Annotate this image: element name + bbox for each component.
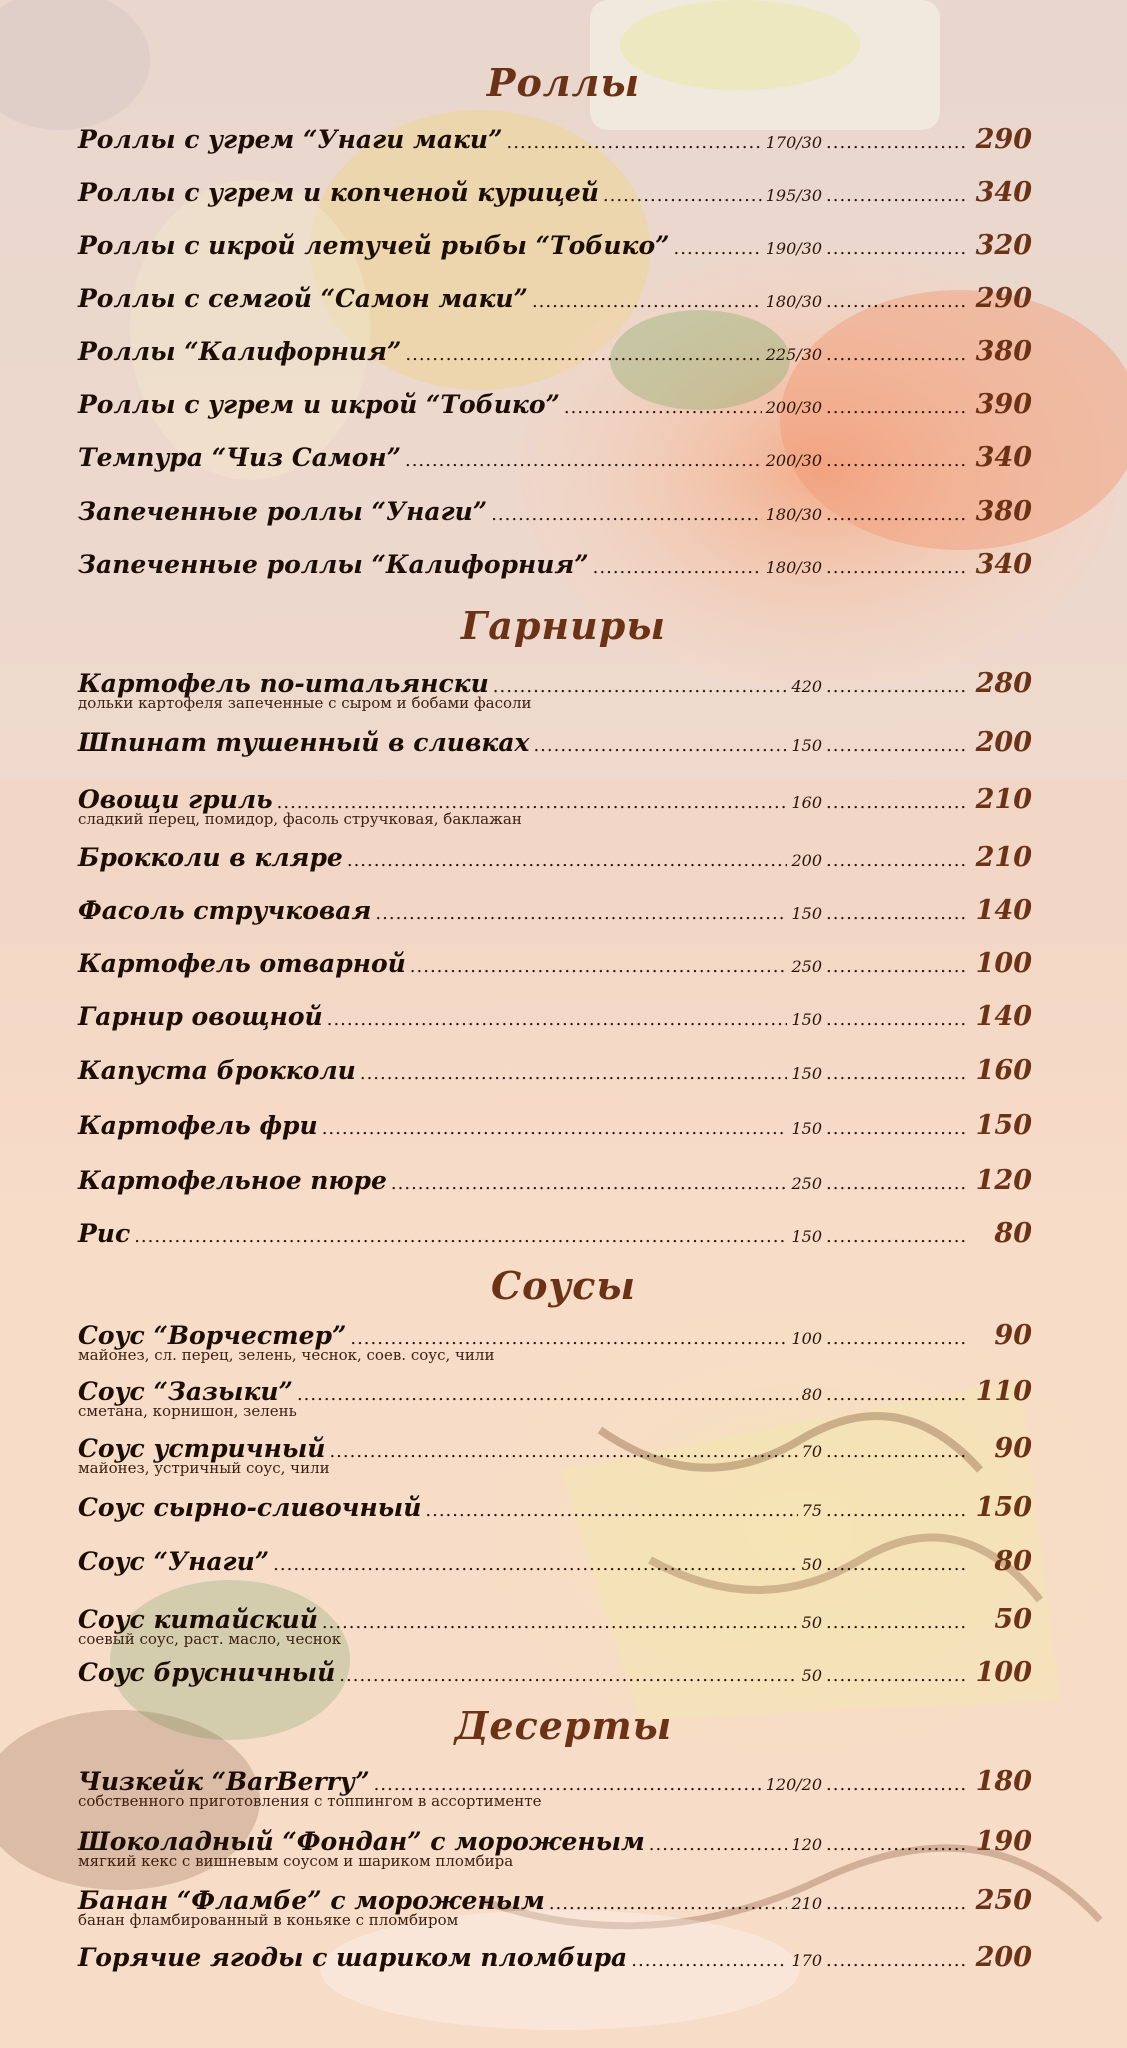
item-weight: 120 — [791, 1835, 822, 1854]
menu-item-row — [78, 948, 1032, 979]
dot-leader — [405, 450, 762, 471]
item-price: 340 — [975, 177, 1032, 208]
menu-item-row — [78, 177, 1032, 208]
item-name: Роллы с семгой “Самон маки” — [78, 284, 528, 313]
menu-item — [78, 784, 1032, 827]
item-description: майонез, устричный соус, чили — [78, 1459, 330, 1477]
item-price: 120 — [975, 1165, 1032, 1196]
item-price: 140 — [975, 895, 1032, 926]
dot-leader — [826, 450, 966, 471]
item-weight: 160 — [791, 793, 822, 812]
dot-leader — [329, 1441, 797, 1462]
item-price: 210 — [975, 842, 1032, 873]
item-name: Соус сырно-сливочный — [78, 1493, 422, 1522]
menu-item-row — [78, 336, 1032, 367]
dot-leader — [564, 397, 762, 418]
menu-item — [78, 1492, 1032, 1523]
menu-item-row — [78, 842, 1032, 873]
item-weight: 200 — [791, 851, 822, 870]
item-weight: 190/30 — [765, 239, 822, 258]
menu-item — [78, 442, 1032, 473]
item-weight: 150 — [791, 904, 822, 923]
item-price: 190 — [975, 1826, 1032, 1857]
menu-item — [78, 1055, 1032, 1086]
item-weight: 180/30 — [765, 505, 822, 524]
item-weight: 250 — [791, 1174, 822, 1193]
item-name: Роллы “Калифорния” — [78, 337, 402, 366]
item-weight: 180/30 — [765, 558, 822, 577]
dot-leader — [826, 1893, 966, 1914]
item-price: 250 — [975, 1885, 1032, 1916]
item-price: 90 — [994, 1320, 1032, 1351]
item-name: Соус устричный — [78, 1434, 326, 1463]
item-weight: 200/30 — [765, 398, 822, 417]
menu-item — [78, 1826, 1032, 1869]
menu-item — [78, 1110, 1032, 1141]
item-weight: 195/30 — [765, 186, 822, 205]
item-weight: 50 — [801, 1613, 822, 1632]
dot-leader — [826, 504, 966, 525]
menu-item — [78, 230, 1032, 261]
item-name: Картофельное пюре — [78, 1166, 387, 1195]
menu-item — [78, 1218, 1032, 1249]
item-weight: 200/30 — [765, 451, 822, 470]
menu-item-row — [78, 1657, 1032, 1688]
dot-leader — [826, 676, 966, 697]
menu-item — [78, 1604, 1032, 1647]
item-name: Темпура “Чиз Самон” — [78, 443, 401, 472]
menu-item-row — [78, 727, 1032, 758]
dot-leader — [273, 1554, 797, 1575]
item-price: 150 — [975, 1492, 1032, 1523]
dot-leader — [410, 956, 788, 977]
item-price: 80 — [994, 1218, 1032, 1249]
item-name: Овощи гриль — [78, 785, 273, 814]
dot-leader — [631, 1950, 787, 1971]
menu-item — [78, 1320, 1032, 1363]
menu-item-row — [78, 230, 1032, 261]
item-name: Гарнир овощной — [78, 1002, 323, 1031]
menu-item — [78, 177, 1032, 208]
dot-leader — [327, 1009, 788, 1030]
menu-item — [78, 1657, 1032, 1688]
item-price: 150 — [975, 1110, 1032, 1141]
dot-leader — [826, 956, 966, 977]
item-weight: 150 — [791, 1010, 822, 1029]
item-price: 210 — [975, 784, 1032, 815]
item-price: 200 — [975, 1942, 1032, 1973]
dot-leader — [826, 1500, 966, 1521]
item-price: 340 — [975, 442, 1032, 473]
menu-item — [78, 1001, 1032, 1032]
item-price: 280 — [975, 668, 1032, 699]
menu-item — [78, 1433, 1032, 1476]
item-name: Запеченные роллы “Калифорния” — [78, 550, 589, 579]
item-description: майонез, сл. перец, зелень, чеснок, соев. соус, чили — [78, 1346, 495, 1364]
dot-leader — [826, 397, 966, 418]
menu-item — [78, 283, 1032, 314]
dot-leader — [826, 185, 966, 206]
menu-item — [78, 549, 1032, 580]
item-name: Картофель по-итальянски — [78, 669, 489, 698]
menu-item — [78, 948, 1032, 979]
dot-leader — [826, 903, 966, 924]
menu-item-row — [78, 549, 1032, 580]
dot-leader — [425, 1500, 797, 1521]
dot-leader — [491, 504, 762, 525]
dot-leader — [826, 1834, 966, 1855]
dot-leader — [603, 185, 762, 206]
dot-leader — [826, 792, 966, 813]
dot-leader — [826, 1774, 966, 1795]
item-price: 100 — [975, 1657, 1032, 1688]
item-description: мягкий кекс с вишневым соусом и шариком пломбира — [78, 1852, 514, 1870]
dot-leader — [532, 291, 762, 312]
menu-item-row — [78, 895, 1032, 926]
menu-item — [78, 496, 1032, 527]
item-weight: 100 — [791, 1329, 822, 1348]
dot-leader — [826, 132, 966, 153]
dot-leader — [826, 850, 966, 871]
dot-leader — [347, 850, 788, 871]
item-name: Соус “Унаги” — [78, 1547, 270, 1576]
menu-item — [78, 336, 1032, 367]
menu-item-row — [78, 1546, 1032, 1577]
menu-item-row — [78, 1001, 1032, 1032]
dot-leader — [826, 1441, 966, 1462]
dot-leader — [507, 132, 762, 153]
menu-item — [78, 1546, 1032, 1577]
item-price: 200 — [975, 727, 1032, 758]
menu-item — [78, 1165, 1032, 1196]
item-name: Роллы с угрем и икрой “Тобико” — [78, 390, 560, 419]
dot-leader — [826, 1063, 966, 1084]
dot-leader — [593, 557, 762, 578]
menu-item — [78, 895, 1032, 926]
item-weight: 210 — [791, 1894, 822, 1913]
menu-item-row — [78, 1110, 1032, 1141]
menu-item — [78, 389, 1032, 420]
item-name: Соус китайский — [78, 1605, 318, 1634]
item-name: Чизкейк “BarBerry” — [78, 1767, 370, 1796]
menu-item — [78, 727, 1032, 758]
menu-item — [78, 1942, 1032, 1973]
item-price: 90 — [994, 1433, 1032, 1464]
item-name: Брокколи в кляре — [78, 843, 343, 872]
item-name: Картофель отварной — [78, 949, 406, 978]
item-price: 290 — [975, 283, 1032, 314]
menu-item-row — [78, 283, 1032, 314]
item-name: Шоколадный “Фондан” с мороженым — [78, 1827, 645, 1856]
dot-leader — [360, 1063, 788, 1084]
dot-leader — [826, 1328, 966, 1349]
dot-leader — [826, 238, 966, 259]
section-title: Десерты — [454, 1703, 673, 1748]
item-name: Банан “Фламбе” с мороженым — [78, 1886, 545, 1915]
dot-leader — [826, 735, 966, 756]
menu-item — [78, 1766, 1032, 1809]
dot-leader — [826, 557, 966, 578]
item-weight: 150 — [791, 1227, 822, 1246]
item-weight: 225/30 — [765, 345, 822, 364]
item-price: 140 — [975, 1001, 1032, 1032]
item-weight: 80 — [801, 1385, 822, 1404]
item-description: сметана, корнишон, зелень — [78, 1402, 297, 1420]
item-weight: 75 — [801, 1501, 822, 1520]
item-name: Соус “Зазыки” — [78, 1377, 293, 1406]
menu-item — [78, 1885, 1032, 1928]
item-name: Роллы с угрем и копченой курицей — [78, 178, 599, 207]
dot-leader — [674, 238, 762, 259]
dot-leader — [826, 1384, 966, 1405]
item-weight: 420 — [791, 677, 822, 696]
dot-leader — [533, 735, 787, 756]
menu-item-row — [78, 1055, 1032, 1086]
item-name: Роллы с угрем “Унаги маки” — [78, 125, 503, 154]
item-name: Запеченные роллы “Унаги” — [78, 497, 488, 526]
menu-item-row — [78, 389, 1032, 420]
dot-leader — [826, 1009, 966, 1030]
menu-item-row — [78, 496, 1032, 527]
item-name: Роллы с икрой летучей рыбы “Тобико” — [78, 231, 670, 260]
item-description: сладкий перец, помидор, фасоль стручковая, баклажан — [78, 810, 522, 828]
dot-leader — [649, 1834, 788, 1855]
dot-leader — [549, 1893, 788, 1914]
item-weight: 50 — [801, 1555, 822, 1574]
menu-item — [78, 1376, 1032, 1419]
item-name: Соус “Ворчестер” — [78, 1321, 347, 1350]
item-description: собственного приготовления с топпингом в ассортименте — [78, 1792, 542, 1810]
item-weight: 250 — [791, 957, 822, 976]
item-description: банан фламбированный в коньяке с пломбиром — [78, 1911, 459, 1929]
dot-leader — [391, 1173, 788, 1194]
item-weight: 150 — [791, 1119, 822, 1138]
menu-item — [78, 124, 1032, 155]
item-price: 110 — [975, 1376, 1032, 1407]
dot-leader — [493, 676, 788, 697]
dot-leader — [826, 1118, 966, 1139]
menu-item-row — [78, 1492, 1032, 1523]
item-name: Картофель фри — [78, 1111, 318, 1140]
item-name: Соус брусничный — [78, 1658, 336, 1687]
dot-leader — [322, 1118, 788, 1139]
dot-leader — [826, 1173, 966, 1194]
item-weight: 120/20 — [765, 1775, 822, 1794]
item-price: 380 — [975, 336, 1032, 367]
dot-leader — [375, 903, 787, 924]
item-price: 390 — [975, 389, 1032, 420]
item-weight: 150 — [791, 1064, 822, 1083]
dot-leader — [826, 291, 966, 312]
item-name: Фасоль стручковая — [78, 896, 372, 925]
dot-leader — [826, 1950, 966, 1971]
dot-leader — [826, 1665, 966, 1686]
item-name: Горячие ягоды с шариком пломбира — [78, 1943, 628, 1972]
item-weight: 170 — [791, 1951, 822, 1970]
menu-item-row — [78, 1942, 1032, 1973]
menu-item — [78, 842, 1032, 873]
dot-leader — [826, 1226, 966, 1247]
dot-leader — [405, 344, 761, 365]
item-price: 290 — [975, 124, 1032, 155]
item-price: 180 — [975, 1766, 1032, 1797]
menu-item-row — [78, 1218, 1032, 1249]
menu-item-row — [78, 124, 1032, 155]
item-price: 320 — [975, 230, 1032, 261]
menu-item-row — [78, 442, 1032, 473]
dot-leader — [297, 1384, 798, 1405]
dot-leader — [322, 1612, 798, 1633]
item-price: 340 — [975, 549, 1032, 580]
section-title: Гарниры — [461, 603, 666, 648]
item-price: 80 — [994, 1546, 1032, 1577]
dot-leader — [826, 1554, 966, 1575]
item-price: 100 — [975, 948, 1032, 979]
item-description: соевый соус, раст. масло, чеснок — [78, 1630, 342, 1648]
item-weight: 50 — [801, 1666, 822, 1685]
item-weight: 180/30 — [765, 292, 822, 311]
item-name: Капуста брокколи — [78, 1056, 356, 1085]
item-weight: 70 — [801, 1442, 822, 1461]
menu-item — [78, 668, 1032, 711]
dot-leader — [826, 1612, 966, 1633]
item-price: 50 — [994, 1604, 1032, 1635]
dot-leader — [134, 1226, 787, 1247]
section-title: Роллы — [486, 60, 641, 105]
item-name: Шпинат тушенный в сливках — [78, 728, 530, 757]
section-title: Соусы — [490, 1263, 637, 1308]
dot-leader — [339, 1665, 797, 1686]
item-weight: 170/30 — [765, 133, 822, 152]
item-weight: 150 — [791, 736, 822, 755]
item-price: 160 — [975, 1055, 1032, 1086]
item-price: 380 — [975, 496, 1032, 527]
dot-leader — [826, 344, 966, 365]
item-description: дольки картофеля запеченные с сыром и бобами фасоли — [78, 694, 532, 712]
item-name: Рис — [78, 1219, 131, 1248]
menu-item-row — [78, 1165, 1032, 1196]
